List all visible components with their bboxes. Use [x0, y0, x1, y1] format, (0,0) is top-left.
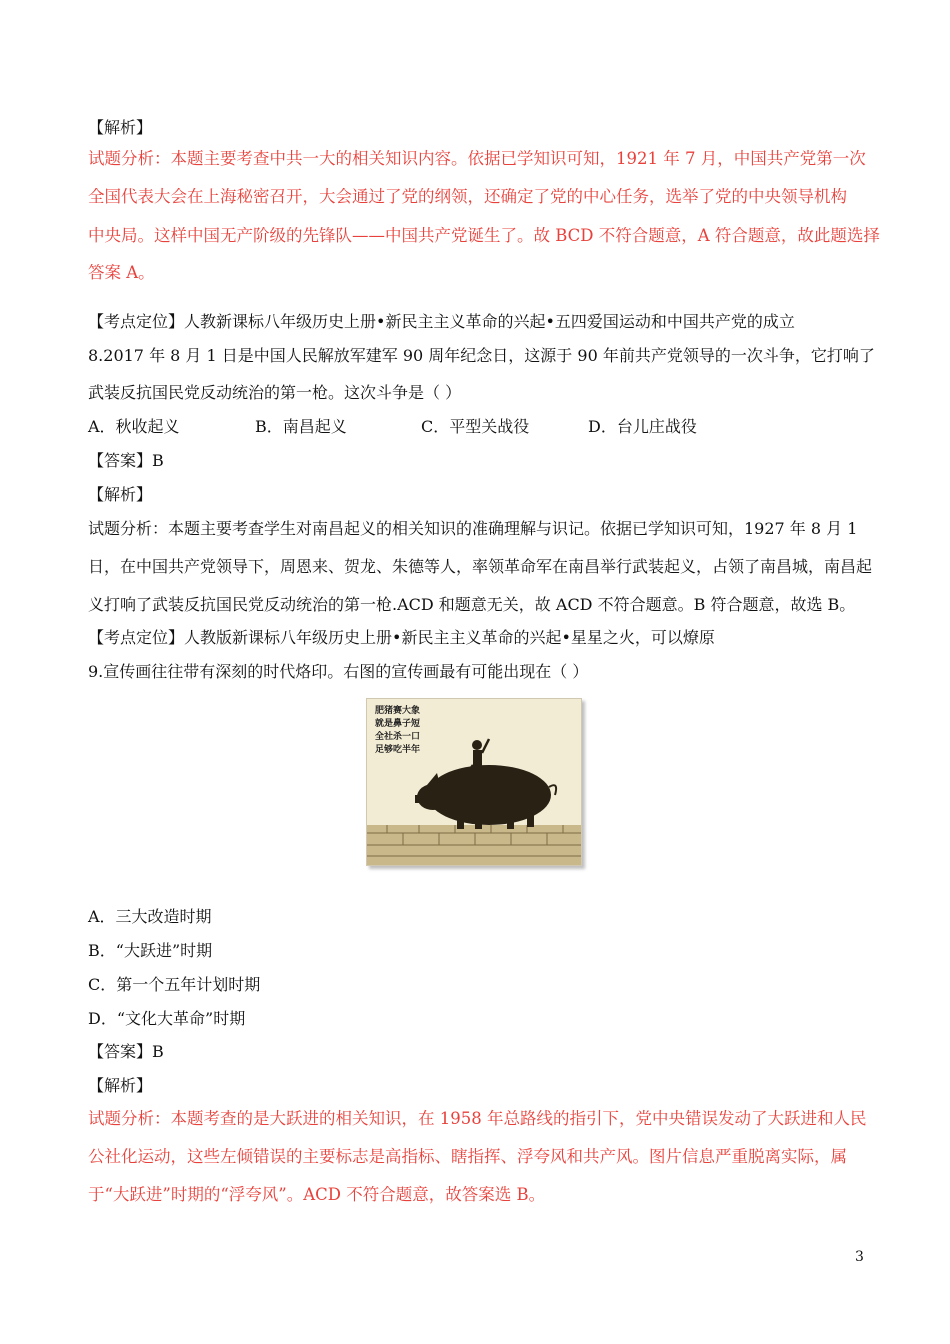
q8-stem: 8.2017 年 8 月 1 日是中国人民解放军建军 90 周年纪念日，这源于 90 年前共产党领导的一次斗争，它打响了: [88, 346, 875, 365]
q9-analysis-line: 于“大跃进”时期的“浮夸风”。ACD 不符合题意，故答案选 B。: [88, 1185, 546, 1204]
q8-analysis-line: 试题分析：本题主要考查学生对南昌起义的相关知识的准确理解与识记。依据已学知识可知，1927 年 8 月 1: [88, 519, 858, 538]
q9-analysis-line: 公社化运动，这些左倾错误的主要标志是高指标、瞎指挥、浮夸风和共产风。图片信息严重脱离实际，属: [88, 1147, 847, 1166]
q9-option-d: D．“文化大革命”时期: [88, 1009, 246, 1028]
q7-analysis-line: 中央局。这样中国无产阶级的先锋队——中国共产党诞生了。故 BCD 不符合题意，A 符合题意，故此题选择: [88, 226, 880, 245]
q9-stem: 9.宣传画往往带有深刻的时代烙印。右图的宣传画最有可能出现在（ ）: [88, 662, 589, 681]
pig-illustration: [367, 699, 581, 865]
q8-topic: 【考点定位】人教版新课标八年级历史上册•新民主主义革命的兴起•星星之火，可以燎原: [88, 628, 715, 647]
q8-analysis-header: 【解析】: [88, 485, 153, 504]
rider-body: [473, 750, 482, 766]
q9-answer: 【答案】B: [88, 1042, 164, 1061]
q9-option-c: C．第一个五年计划时期: [88, 975, 261, 994]
q9-option-b: B．“大跃进”时期: [88, 941, 213, 960]
q8-analysis-line: 义打响了武装反抗国民党反动统治的第一枪.ACD 和题意无关，故 ACD 不符合题意。B 符合题意，故选 B。: [88, 595, 856, 614]
q8-option-c: C．平型关战役: [421, 417, 530, 436]
q8-option-d: D．台儿庄战役: [588, 417, 697, 436]
q8-option-b: B．南昌起义: [255, 417, 347, 436]
q8-analysis-line: 日，在中国共产党领导下，周恩来、贺龙、朱德等人，率领革命军在南昌举行武装起义，占领了南昌城，南昌起: [88, 557, 873, 576]
q9-analysis-line: 试题分析：本题考查的是大跃进的相关知识，在 1958 年总路线的指引下，党中央错误发动了大跃进和人民: [88, 1109, 867, 1128]
q7-analysis-header: 【解析】: [88, 118, 153, 137]
q8-stem: 武装反抗国民党反动统治的第一枪。这次斗争是（ ）: [88, 383, 462, 402]
q7-analysis-line: 全国代表大会在上海秘密召开，大会通过了党的纲领，还确定了党的中心任务，选举了党的中央领导机构: [88, 187, 847, 206]
q7-analysis-line: 试题分析：本题主要考查中共一大的相关知识内容。依据已学知识可知，1921 年 7 月，中国共产党第一次: [88, 149, 866, 168]
q8-answer: 【答案】B: [88, 451, 164, 470]
q9-option-a: A．三大改造时期: [88, 907, 212, 926]
poster-caption: 肥猪赛大象 就是鼻子短 全社杀一口 足够吃半年: [375, 706, 421, 755]
q9-analysis-header: 【解析】: [88, 1076, 153, 1095]
page-number: 3: [855, 1249, 864, 1265]
propaganda-poster-image: [366, 698, 582, 866]
q8-option-a: A．秋收起义: [88, 417, 180, 436]
rider-head: [472, 740, 482, 750]
q7-topic: 【考点定位】人教新课标八年级历史上册•新民主主义革命的兴起•五四爱国运动和中国共产党的成立: [88, 312, 795, 331]
q7-analysis-line: 答案 A。: [88, 263, 155, 282]
